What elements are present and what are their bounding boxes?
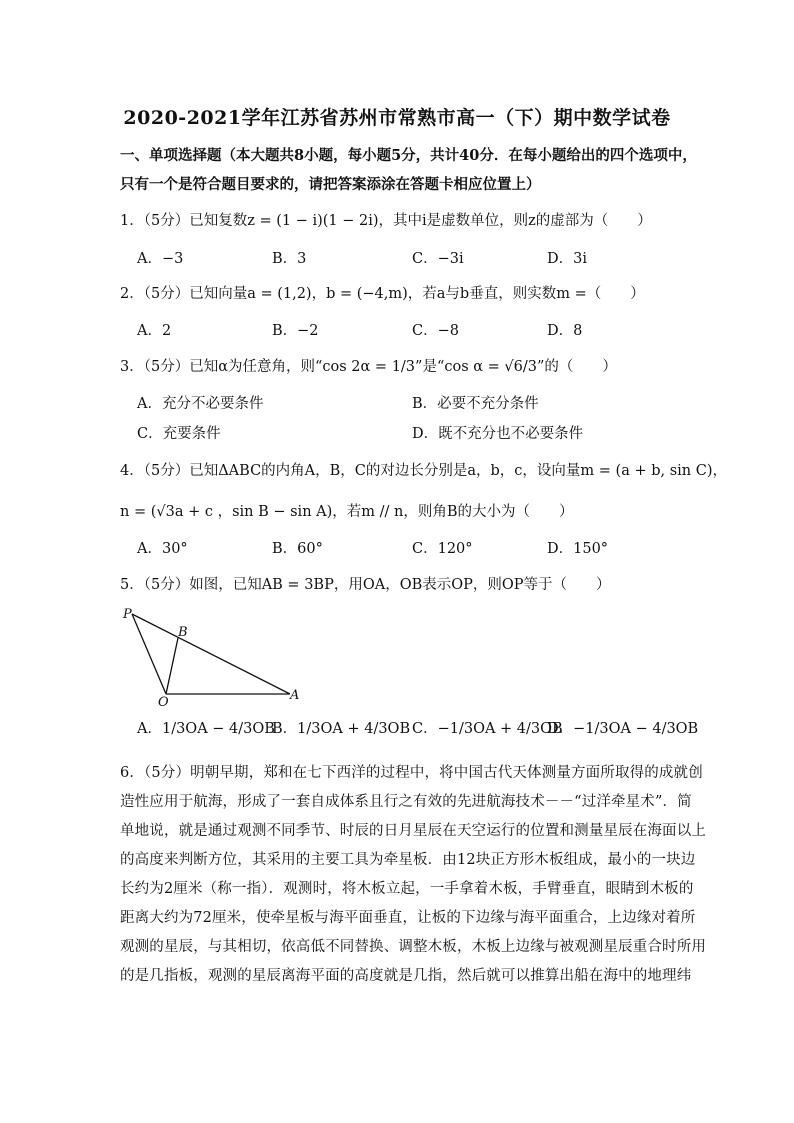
triangle-figure bbox=[118, 606, 308, 706]
question-6-line: 6．（5分）明朝早期，郑和在七下西洋的过程中，将中国古代天体测量方面所取得的成就创 bbox=[120, 765, 703, 781]
option-a: A．30° bbox=[137, 541, 188, 557]
option-d: D．3i bbox=[547, 251, 587, 267]
option-a: A．充分不必要条件 bbox=[137, 396, 264, 412]
segment-ob bbox=[166, 638, 178, 694]
option-b: B．−2 bbox=[272, 323, 319, 339]
option-a: A．2 bbox=[137, 323, 172, 339]
option-b: B．必要不充分条件 bbox=[412, 396, 539, 412]
question-6-line: 的高度来判断方位，其采用的主要工具为牵星板．由12块正方形木板组成，最小的一块边 bbox=[120, 852, 696, 868]
question-4-stem-line2: n = (√3a + c ，sin B − sin A)，若m // n，则角B的大小为（ ） bbox=[120, 504, 574, 520]
option-d: D．−1/3OA − 4/3OB bbox=[547, 721, 699, 737]
option-a: A．−3 bbox=[137, 251, 184, 267]
section-heading-line2: 只有一个是符合题目要求的，请把答案添涂在答题卡相应位置上） bbox=[120, 176, 541, 193]
point-label-o: O bbox=[158, 695, 169, 706]
point-label-p: P bbox=[123, 607, 132, 622]
option-c: C．−8 bbox=[412, 323, 459, 339]
option-b: B．3 bbox=[272, 251, 307, 267]
option-c: C．−3i bbox=[412, 251, 464, 267]
section-heading-line1: 一、单项选择题（本大题共8小题，每小题5分，共计40分．在每小题给出的四个选项中， bbox=[120, 147, 697, 164]
question-4-stem-line1: 4．（5分）已知ΔABC的内角A，B，C的对边长分别是a，b，c，设向量m = (a + b, sin C)， bbox=[120, 463, 727, 479]
question-6-line: 观测的星辰，与其相切，依高低不同替换、调整木板，木板上边缘与被观测星辰重合时所用 bbox=[120, 939, 706, 955]
question-6-line: 距离大约为72厘米，使牵星板与海平面垂直，让板的下边缘与海平面重合，上边缘对着所 bbox=[120, 910, 696, 926]
question-5-stem: 5．（5分）如图，已知AB = 3BP，用OA，OB表示OP，则OP等于（ ） bbox=[120, 577, 611, 593]
point-label-b: B bbox=[178, 625, 188, 640]
page-title: 2020-2021学年江苏省苏州市常熟市高一（下）期中数学试卷 bbox=[123, 107, 671, 129]
question-6-line: 的是几指板，观测的星辰离海平面的高度就是几指，然后就可以推算出船在海中的地理纬 bbox=[120, 968, 692, 984]
option-d: D．150° bbox=[547, 541, 609, 557]
question-6-line: 造性应用于航海，形成了一套自成体系且行之有效的先进航海技术－－“过洋牵星术”．简 bbox=[120, 794, 692, 810]
question-1-stem: 1．（5分）已知复数z = (1 − i)(1 − 2i)，其中i是虚数单位，则z的虚部为（ ） bbox=[120, 213, 652, 229]
question-6-text bbox=[120, 759, 706, 991]
point-label-a: A bbox=[290, 688, 300, 703]
option-c: C．−1/3OA + 4/3OB bbox=[412, 721, 563, 737]
option-b: B．1/3OA + 4/3OB bbox=[272, 721, 411, 737]
segment-po bbox=[132, 614, 166, 694]
option-c: C．120° bbox=[412, 541, 473, 557]
option-d: D．8 bbox=[547, 323, 583, 339]
option-a: A．1/3OA − 4/3OB bbox=[137, 721, 275, 737]
option-d: D．既不充分也不必要条件 bbox=[412, 426, 584, 442]
question-6-line: 单地说，就是通过观测不同季节、时辰的日月星辰在天空运行的位置和测量星辰在海面以上 bbox=[120, 823, 706, 839]
option-b: B．60° bbox=[272, 541, 323, 557]
question-3-stem: 3．（5分）已知α为任意角，则“cos 2α = 1/3”是“cos α = √6/3”的（ ） bbox=[120, 359, 617, 375]
question-6-line: 长约为2厘米（称一指）．观测时，将木板立起，一手拿着木板，手臂垂直，眼睛到木板的 bbox=[120, 881, 694, 897]
option-c: C．充要条件 bbox=[137, 426, 221, 442]
segment-pa bbox=[132, 614, 290, 694]
question-2-stem: 2．（5分）已知向量a = (1,2)，b = (−4,m)，若a与b垂直，则实数m =（ ） bbox=[120, 286, 645, 302]
